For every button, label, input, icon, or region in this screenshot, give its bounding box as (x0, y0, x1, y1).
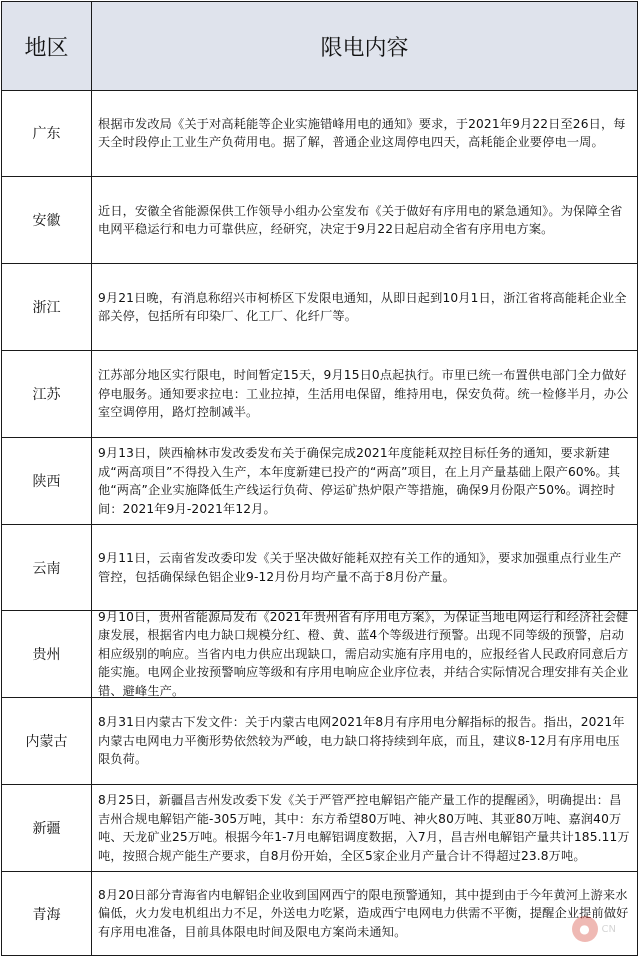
power-restriction-table (1, 1, 638, 956)
region-cell: 内蒙古 (2, 698, 92, 784)
region-cell: 云南 (2, 525, 92, 610)
table-row-shaanxi (2, 438, 637, 525)
red-circle-logo-icon: ● (572, 916, 598, 942)
table-row-zhejiang (2, 264, 637, 351)
table-row-xinjiang (2, 785, 637, 872)
table-row-neimenggu (2, 698, 637, 785)
content-cell: 9月11日，云南省发改委印发《关于坚决做好能耗双控有关工作的通知》，要求加强重点行业生产管控，包括确保绿色铝企业9-12月份月均产量不高于8月份产量。 (98, 551, 622, 584)
content-cell: 近日，安徽全省能源保供工作领导小组办公室发布《关于做好有序用电的紧急通知》。为保障全省电网平稳运行和电力可靠供应，经研究，决定于9月22日起启动全省有序用电方案。 (98, 203, 623, 236)
header-region: 地区 (2, 2, 92, 90)
table-row-guangdong (2, 90, 637, 177)
header-content: 限电内容 (320, 35, 409, 61)
region-cell: 江苏 (2, 351, 92, 437)
content-cell: 9月13日，陕西榆林市发改委发布关于确保完成2021年度能耗双控目标任务的通知，要求新建成“两高项目”不得投入生产，本年度新建已投产的“两高”项目，在上月产量基础上限产60%。其他“两高”企业实施降低生产线运行负荷、停运矿热炉限产等措施，确保9月份限产50%。调控时间：2021年9月-2021年12月。 (98, 446, 621, 516)
table-header (2, 2, 637, 91)
content-cell: 9月21日晚，有消息称绍兴市柯桥区下发限电通知，从即日起到10月1日，浙江省将高能耗企业全部关停，包括所有印染厂、化工厂、化纤厂等。 (98, 290, 627, 323)
region-cell: 陕西 (2, 438, 92, 524)
table-row-guizhou (2, 611, 637, 698)
region-cell: 广东 (2, 90, 92, 176)
watermark-text: CN (601, 923, 616, 935)
table-row-qinghai (2, 872, 637, 955)
content-cell: 8月20日部分青海省内电解铝企业收到国网西宁的限电预警通知，其中提到由于今年黄河上游来水偏低，火力发电机组出力不足，外送电力吃紧，造成西宁电网电力供需不平衡，提醒企业提前做好有序用电准备，目前具体限电时间及限电方案尚未通知。 (98, 887, 629, 939)
content-cell: 江苏部分地区实行限电，时间暂定15天，9月15日0点起执行。市里已统一布置供电部门全力做好停电服务。通知要求拉电：工业拉掉，生活用电保留，维持用电，保安负荷。统一检修半月，办公室空调停用，路灯控制减半。 (98, 368, 629, 420)
watermark (572, 916, 616, 942)
region-cell: 安徽 (2, 177, 92, 263)
region-cell: 浙江 (2, 264, 92, 350)
content-cell: 8月31日内蒙古下发文件：关于内蒙古电网2021年8月有序用电分解指标的报告。指出，2021年内蒙古电网电力平衡形势依然较为严峻，电力缺口将持续到年底，而且，建议8-12月有序用电压限负荷。 (98, 715, 625, 767)
table-row-anhui (2, 177, 637, 264)
table-row-yunnan (2, 525, 637, 611)
table-row-jiangsu (2, 351, 637, 438)
region-cell: 新疆 (2, 785, 92, 871)
region-cell: 青海 (2, 872, 92, 955)
region-cell: 贵州 (2, 611, 92, 697)
content-cell: 根据市发改局《关于对高耗能等企业实施错峰用电的通知》要求，于2021年9月22日至26日，每天全时段停止工业生产负荷用电。据了解，普通企业这周停电四天，高耗能企业要停电一周。 (98, 116, 626, 149)
content-cell: 9月10日，贵州省能源局发布《2021年贵州省有序用电方案》，为保证当地电网运行和经济社会健康发展，根据省内电力缺口规模分红、橙、黄、蓝4个等级进行预警。出现不同等级的预警，启动相应级别的响应。当省内电力供应出现缺口，需启动实施有序用电的，应报经省人民政府同意后方能实施。电网企业按预警响应等级和有序用电响应企业序位表，并结合实际情况合理安排有关企业错、避峰生产。 (98, 609, 629, 698)
content-cell: 8月25日，新疆昌吉州发改委下发《关于严管严控电解铝产能产量工作的提醒函》，明确提出：昌吉州合规电解铝产能-305万吨，其中：东方希望80万吨、神火80万吨、其亚80万吨、嘉润40万吨、天龙矿业25万吨。根据今年1-7月电解铝调度数据，入7月，昌吉州电解铝产量共计185.11万吨，按照合规产能生产要求，自8月份开始，全区5家企业月产量合计不得超过23.8万吨。 (98, 793, 630, 863)
